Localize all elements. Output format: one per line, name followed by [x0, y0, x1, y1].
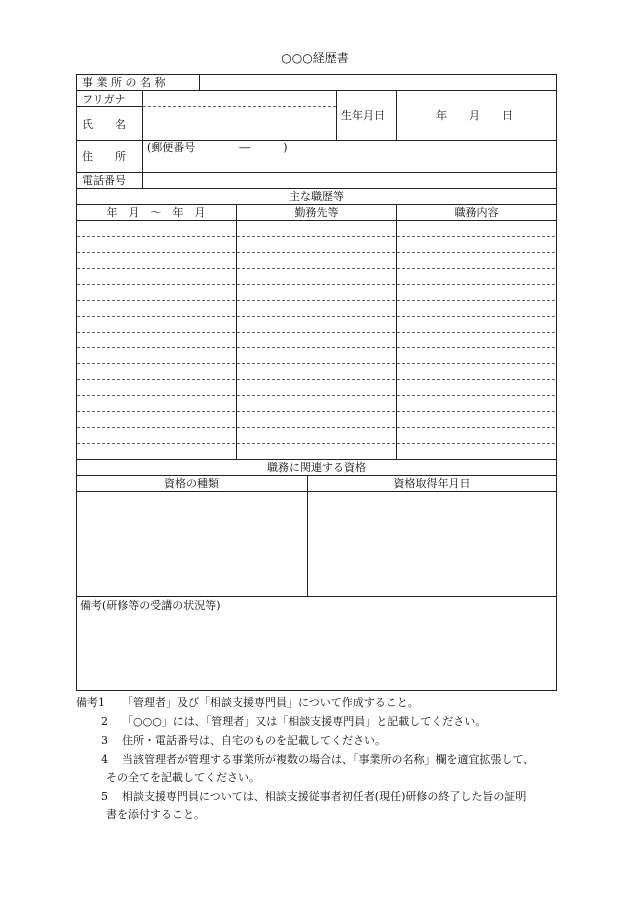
note-text: 住所・電話番号は、自宅のものを記載してください。 [122, 734, 386, 747]
note-text: 「○○○」には、「管理者」又は「相談支援専門員」と記載してください。 [122, 715, 487, 728]
note-text: その全てを記載してください。 [106, 771, 260, 784]
career-row-divider [397, 332, 555, 333]
name-label: 氏 名 [82, 118, 126, 131]
career-row-divider [77, 236, 235, 237]
furigana-label: フリガナ [82, 93, 126, 106]
career-row-divider [397, 284, 555, 285]
note-text: 書を添付すること。 [106, 808, 205, 821]
career-row-divider [77, 395, 235, 396]
career-row-divider [237, 379, 395, 380]
career-row-divider [397, 316, 555, 317]
office-name-field[interactable] [200, 75, 556, 90]
career-row-divider [397, 395, 555, 396]
note-text: 当該管理者が管理する事業所が複数の場合は、「事業所の名称」欄を適宜拡張して、 [122, 753, 535, 766]
birthdate-field[interactable]: 年 月 日 [436, 109, 513, 122]
career-row-divider [397, 268, 555, 269]
career-row-divider [77, 363, 235, 364]
career-row-divider [77, 316, 235, 317]
note-number: 2 [101, 715, 108, 728]
career-row-divider [237, 236, 395, 237]
career-row-divider [77, 347, 235, 348]
office-name-label: 事 業 所 の 名 称 [82, 76, 166, 89]
career-row-divider [237, 284, 395, 285]
career-row-divider [397, 300, 555, 301]
career-row-divider [397, 427, 555, 428]
career-row-divider [397, 443, 555, 444]
postal-code-field[interactable]: (郵便番号 ― ) [147, 141, 288, 154]
career-row-divider [237, 300, 395, 301]
qualifications-section-title: 職務に関連する資格 [267, 461, 366, 474]
career-row-divider [237, 268, 395, 269]
career-row-divider [397, 411, 555, 412]
career-row-divider [77, 300, 235, 301]
career-row-divider [237, 332, 395, 333]
remarks-label: 備考(研修等の受講の状況等) [80, 599, 221, 612]
furigana-field[interactable] [143, 91, 335, 105]
career-row-divider [237, 411, 395, 412]
note-text: 「管理者」及び「相談支援専門員」について作成すること。 [122, 696, 419, 709]
career-row-divider [77, 284, 235, 285]
career-row-divider [397, 236, 555, 237]
career-row-divider [397, 379, 555, 380]
qualification-col-type: 資格の種類 [164, 477, 219, 490]
career-col-employer: 勤務先等 [294, 206, 339, 219]
career-section-title: 主な職歴等 [289, 190, 344, 203]
address-label: 住 所 [82, 150, 126, 163]
career-row-divider [77, 443, 235, 444]
career-row-divider [237, 427, 395, 428]
career-col-period: 年 月 ～ 年 月 [106, 206, 206, 219]
career-row-divider [237, 252, 395, 253]
name-field[interactable] [143, 108, 335, 139]
page-title: ○○○経歴書 [281, 51, 349, 65]
career-row-divider [397, 363, 555, 364]
birthdate-label: 生年月日 [341, 109, 385, 122]
note-text: 相談支援専門員については、相談支援従事者初任者(現任)研修の終了した旨の証明 [122, 790, 527, 803]
phone-label: 電話番号 [82, 174, 126, 187]
career-row-divider [237, 363, 395, 364]
career-row-divider [77, 332, 235, 333]
remarks-field[interactable] [77, 614, 555, 689]
qualification-type-field[interactable] [77, 492, 306, 595]
career-row-divider [77, 268, 235, 269]
career-row-divider [237, 347, 395, 348]
career-row-divider [77, 411, 235, 412]
career-row-divider [77, 252, 235, 253]
note-number: 3 [101, 734, 108, 747]
qualification-col-date: 資格取得年月日 [393, 477, 471, 490]
note-number: 5 [101, 790, 108, 803]
career-row-divider [237, 395, 395, 396]
career-row-divider [397, 252, 555, 253]
phone-field[interactable] [143, 173, 556, 187]
career-row-divider [237, 443, 395, 444]
career-row-divider [237, 316, 395, 317]
note-number: 4 [101, 753, 108, 766]
note-number: 備考1 [76, 696, 105, 709]
career-row-divider [77, 379, 235, 380]
career-row-divider [397, 347, 555, 348]
qualification-date-field[interactable] [308, 492, 555, 595]
career-col-duties: 職務内容 [454, 206, 499, 219]
career-row-divider [77, 427, 235, 428]
